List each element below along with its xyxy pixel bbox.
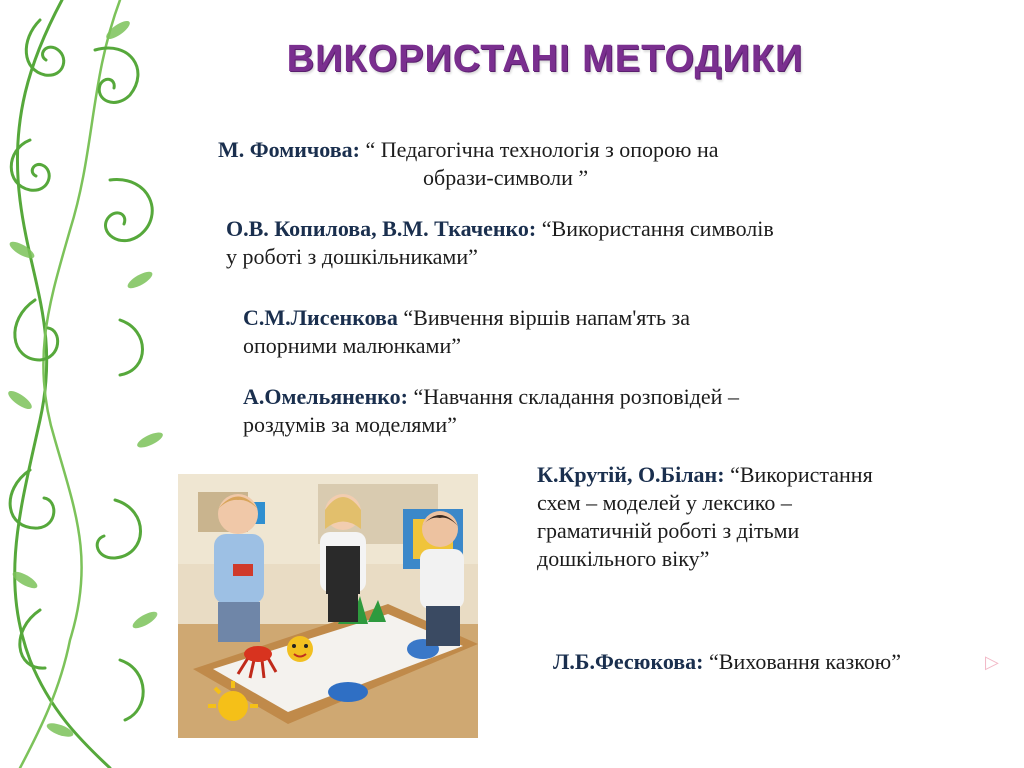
entry-author: С.М.Лисенкова <box>243 305 398 330</box>
slide-title: ВИКОРИСТАНІ МЕТОДИКИ <box>286 38 804 80</box>
method-entry <box>553 648 1013 676</box>
entry-author: М. Фомичова: <box>218 137 360 162</box>
entry-author: Л.Б.Фесюкова: <box>553 649 704 674</box>
method-entry <box>537 461 977 573</box>
entry-work-continued: роздумів за моделями” <box>243 412 457 437</box>
entry-work-continued: схем – моделей у лексико – <box>537 490 792 515</box>
entry-work-continued: образи-символи ” <box>423 165 589 190</box>
entry-work: “ Педагогічна технологія з опорою на <box>365 137 719 162</box>
entry-author: О.В. Копилова, В.М. Ткаченко: <box>226 216 537 241</box>
entry-work-continued: дошкільного віку” <box>537 546 710 571</box>
children-with-symbol-board-icon <box>178 474 478 738</box>
method-entry <box>243 383 923 439</box>
method-entry <box>226 215 946 271</box>
entry-work: “Виховання казкою” <box>709 649 901 674</box>
entry-work: “Використання символів <box>541 216 774 241</box>
method-entry <box>218 136 878 192</box>
entry-work: “Вивчення віршів напам'ять за <box>403 305 691 330</box>
entry-work-continued: граматичній роботі з дітьми <box>537 518 800 543</box>
entry-work: “Навчання складання розповідей – <box>413 384 739 409</box>
corner-quote-mark-icon: ▷ <box>985 652 999 673</box>
entry-author: К.Крутій, О.Білан: <box>537 462 725 487</box>
entry-author: А.Омельяненко: <box>243 384 408 409</box>
method-entry <box>243 304 843 360</box>
entry-work-continued: опорними малюнками” <box>243 333 462 358</box>
green-swirl-border-icon <box>0 0 190 768</box>
entry-work-continued: у роботі з дошкільниками” <box>226 244 478 269</box>
photo-frame <box>172 470 484 742</box>
entry-work: “Використання <box>730 462 873 487</box>
